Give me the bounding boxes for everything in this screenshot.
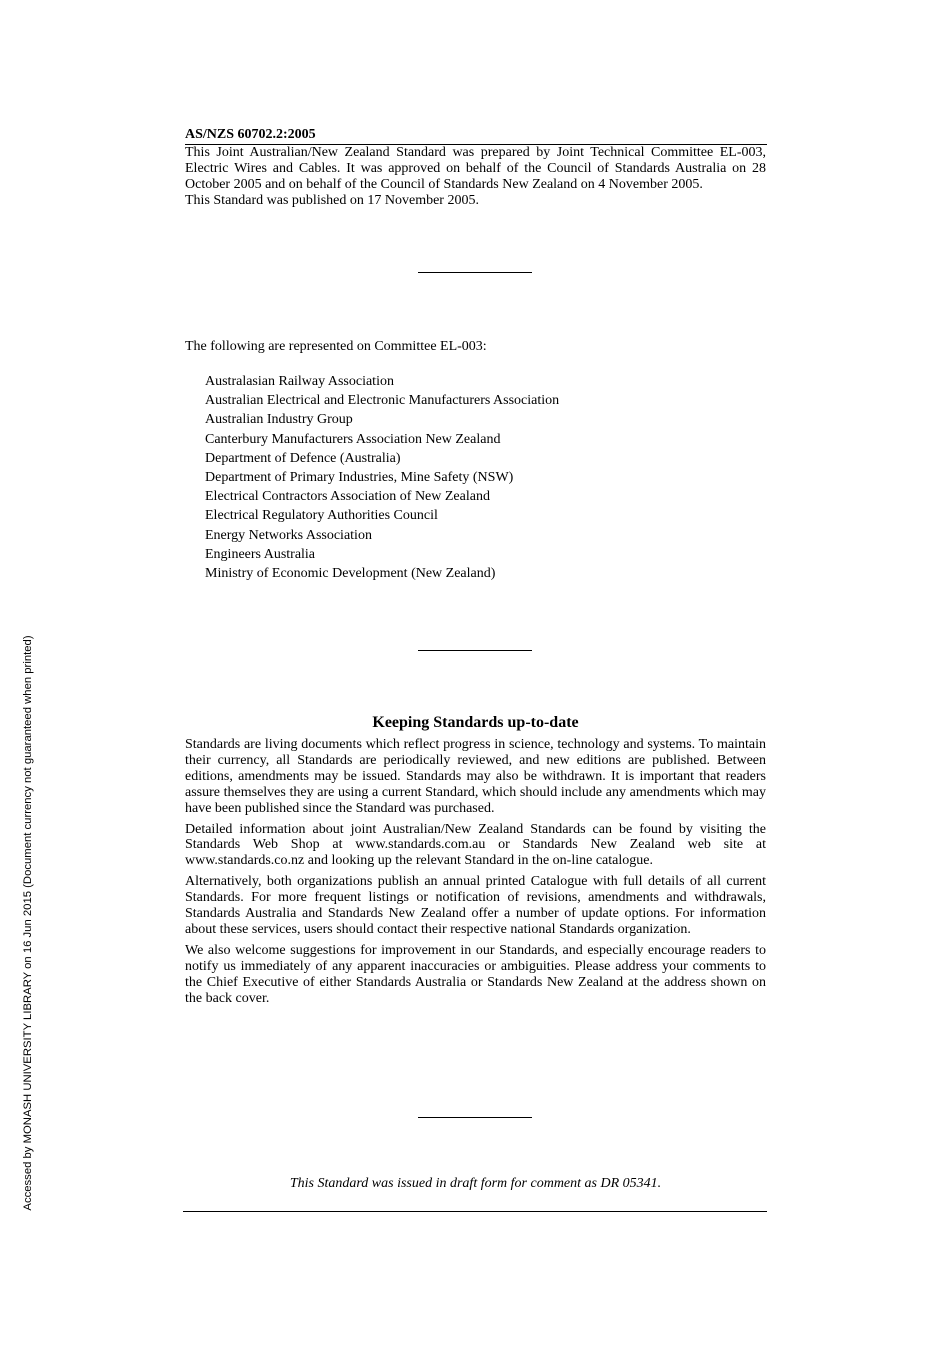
paragraph: Detailed information about joint Australian/New Zealand Standards can be found by visiting the Standards Web Shop at www.standards.com.au or Standards New Zealand web site at www.standards.co.nz and looking up the relevant Standard in the on-line catalogue. bbox=[185, 821, 766, 869]
section-divider bbox=[418, 272, 532, 273]
committee-member-list bbox=[205, 372, 559, 583]
list-item: Electrical Regulatory Authorities Council bbox=[205, 508, 438, 524]
list-item: Australian Industry Group bbox=[205, 412, 353, 428]
paragraph: We also welcome suggestions for improvement in our Standards, and especially encourage readers to notify us immediately of any apparent inaccuracies or ambiguities. Please address your comments to the Chief Executive of either Standards Australia or Standards New Zealand at the address shown on the back cover. bbox=[185, 942, 766, 1006]
list-item: Energy Networks Association bbox=[205, 527, 372, 543]
list-item: Department of Defence (Australia) bbox=[205, 450, 401, 466]
section-divider bbox=[418, 1117, 532, 1118]
list-item: Electrical Contractors Association of New Zealand bbox=[205, 489, 490, 505]
section-divider bbox=[418, 650, 532, 651]
approval-paragraph: This Joint Australian/New Zealand Standard was prepared by Joint Technical Committee EL-003, Electric Wires and Cables. It was approved on behalf of the Council of Standards Australia on 28 October 2005 and on behalf of the Council of Standards New Zealand on 4 November 2005. bbox=[185, 145, 766, 192]
standard-id: AS/NZS 60702.2:2005 bbox=[185, 126, 767, 145]
access-watermark: Accessed by MONASH UNIVERSITY LIBRARY on 16 Jun 2015 (Document currency not guaranteed when printed) bbox=[22, 635, 34, 1211]
bottom-rule bbox=[183, 1211, 767, 1212]
section-body bbox=[185, 737, 766, 1012]
publication-date: This Standard was published on 17 November 2005. bbox=[185, 193, 479, 208]
paragraph: Alternatively, both organizations publish an annual printed Catalogue with full details of all current Standards. For more frequent listings or notification of revisions, amendments and withdrawals, Standards Australia and Standards New Zealand offer a number of update options. For information about these services, users should contact their respective national Standards organization. bbox=[185, 874, 766, 937]
approval-statement bbox=[185, 145, 766, 209]
draft-note: This Standard was issued in draft form for comment as DR 05341. bbox=[289, 1176, 662, 1191]
list-item: Australian Electrical and Electronic Manufacturers Association bbox=[205, 393, 560, 409]
list-item: Canterbury Manufacturers Association New Zealand bbox=[205, 431, 501, 447]
section-heading: Keeping Standards up-to-date bbox=[372, 714, 579, 731]
list-item: Australasian Railway Association bbox=[205, 374, 394, 389]
paragraph: Standards are living documents which reflect progress in science, technology and systems. To maintain their currency, all Standards are periodically reviewed, and new editions are published. Between editions, amendments may be issued. Standards may also be withdrawn. It is important that readers assure themselves they are using a current Standard, which should include any amendments which may have been published since the Standard was purchased. bbox=[185, 737, 766, 816]
list-item: Department of Primary Industries, Mine Safety (NSW) bbox=[205, 470, 514, 486]
list-item: Ministry of Economic Development (New Zealand) bbox=[205, 566, 496, 582]
list-item: Engineers Australia bbox=[205, 546, 316, 562]
committee-intro: The following are represented on Committee EL-003: bbox=[185, 339, 487, 354]
